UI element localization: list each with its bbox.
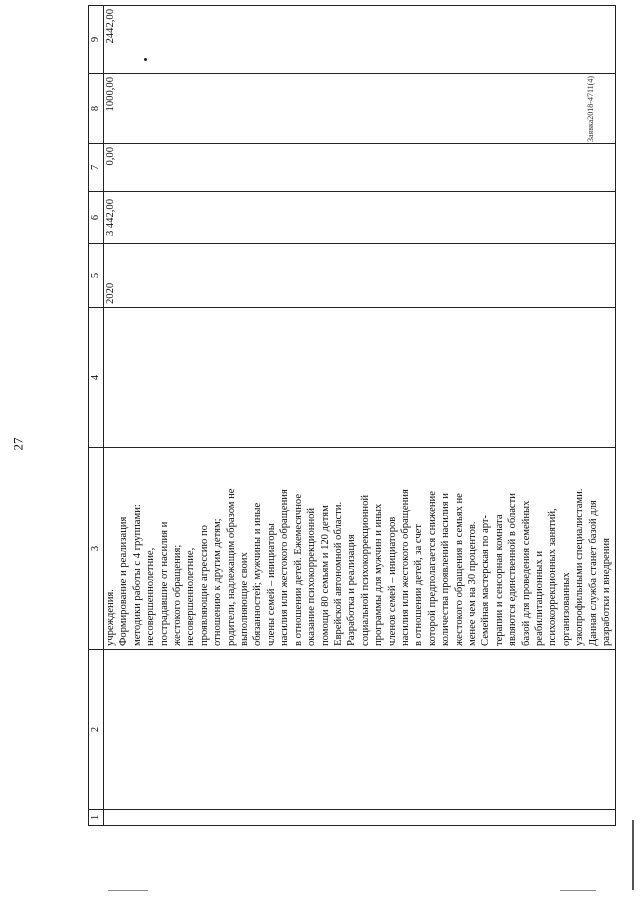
table-row xyxy=(104,6,616,826)
description-line: психокоррекционных занятий, xyxy=(547,508,559,646)
column-number: 2 xyxy=(89,650,104,810)
description-line: учреждения. xyxy=(105,589,116,646)
description-line: выполняющие своих xyxy=(239,552,251,646)
cell-col8-amount xyxy=(104,74,616,144)
budget-table xyxy=(88,5,616,826)
description-line: проявляющие агрессию по xyxy=(198,525,210,646)
scan-edge-line xyxy=(560,890,596,891)
column-number: 9 xyxy=(89,6,104,74)
column-number: 8 xyxy=(89,74,104,144)
description-line: Разработка и реализация xyxy=(346,534,358,646)
description-line: организованных xyxy=(560,572,572,646)
description-line: программы для мужчин и иных xyxy=(373,503,385,646)
description-lines xyxy=(104,451,613,646)
column-number: 7 xyxy=(89,144,104,192)
description-line: в отношении детей, за счет xyxy=(413,524,425,646)
cell-col4 xyxy=(104,308,616,448)
description-line: членов семей – инициаторов xyxy=(386,516,398,646)
scan-edge-line xyxy=(632,820,634,890)
description-line: социальной психокоррекционной xyxy=(359,494,371,646)
description-line: отношению к другим детям; xyxy=(212,518,224,646)
cell-col9-amount xyxy=(104,6,616,74)
col9-value: 2442,00 xyxy=(105,9,116,44)
description-line: которой предполагается снижение xyxy=(426,491,438,646)
description-line: насилия или жестокого обращения xyxy=(399,489,411,646)
description-line: родители, надлежащим образом не xyxy=(225,488,237,646)
description-line: реабилитационных и xyxy=(534,550,545,646)
description-line: базой для проведения семейных xyxy=(520,500,532,646)
ink-dot xyxy=(144,58,147,61)
cell-col2 xyxy=(104,650,616,810)
description-line: насилия или жестокого обращения xyxy=(279,489,291,646)
description-line: терапии и сенсорная комната xyxy=(493,514,505,646)
description-line: несовершеннолетние, xyxy=(185,547,197,646)
page-number: 27 xyxy=(10,437,26,451)
col8-value: 1000,00 xyxy=(105,77,116,112)
description-line: оказание психокоррекционной xyxy=(306,507,318,646)
column-number: 6 xyxy=(89,192,104,244)
cell-col1 xyxy=(104,810,616,826)
column-number: 3 xyxy=(89,448,104,650)
description-line: пострадавшие от насилия и xyxy=(158,521,170,646)
cell-col7-amount: 0,00 xyxy=(104,144,616,192)
description-line: Формирование и реализация xyxy=(118,516,130,646)
description-line: Семейная мастерская по арт- xyxy=(480,514,492,646)
description-line: в отношении детей. Ежемесячное xyxy=(292,493,304,646)
description-line: члены семей – инициаторы xyxy=(265,523,277,646)
cell-col3-description xyxy=(104,448,616,650)
scan-edge-line xyxy=(108,890,148,891)
description-line: несовершеннолетние, xyxy=(145,547,157,646)
description-line: разработки и внедрения xyxy=(601,538,613,646)
description-line: являются единственной в области xyxy=(507,493,519,646)
description-line: жестокого обращения; xyxy=(172,544,184,646)
description-line: количества проявлений насилия и xyxy=(440,493,452,646)
cell-col6-amount: 3 442,00 xyxy=(104,192,616,244)
column-number: 4 xyxy=(89,308,104,448)
description-line: Еврейской автономной области. xyxy=(332,501,344,646)
description-line: методики работы с 4 группами: xyxy=(131,504,143,646)
column-number: 5 xyxy=(89,244,104,308)
cell-col5-year: 2020 xyxy=(104,244,616,308)
description-line: менее чем на 30 процентов. xyxy=(466,521,478,646)
description-line: жестокого обращения в семьях не xyxy=(453,493,465,646)
description-line: Данная служба станет базой для xyxy=(587,500,599,646)
column-number-row xyxy=(89,6,104,826)
description-line: помощи 80 семьям и 120 детям xyxy=(319,505,331,646)
description-line: узкопрофильными специалистами. xyxy=(574,488,586,646)
table-rotator xyxy=(88,6,616,826)
margin-mark: Заявка2018-4711(4) xyxy=(586,76,595,143)
column-number: 1 xyxy=(89,810,104,826)
description-line: обязанностей; мужчины и иные xyxy=(252,502,264,646)
